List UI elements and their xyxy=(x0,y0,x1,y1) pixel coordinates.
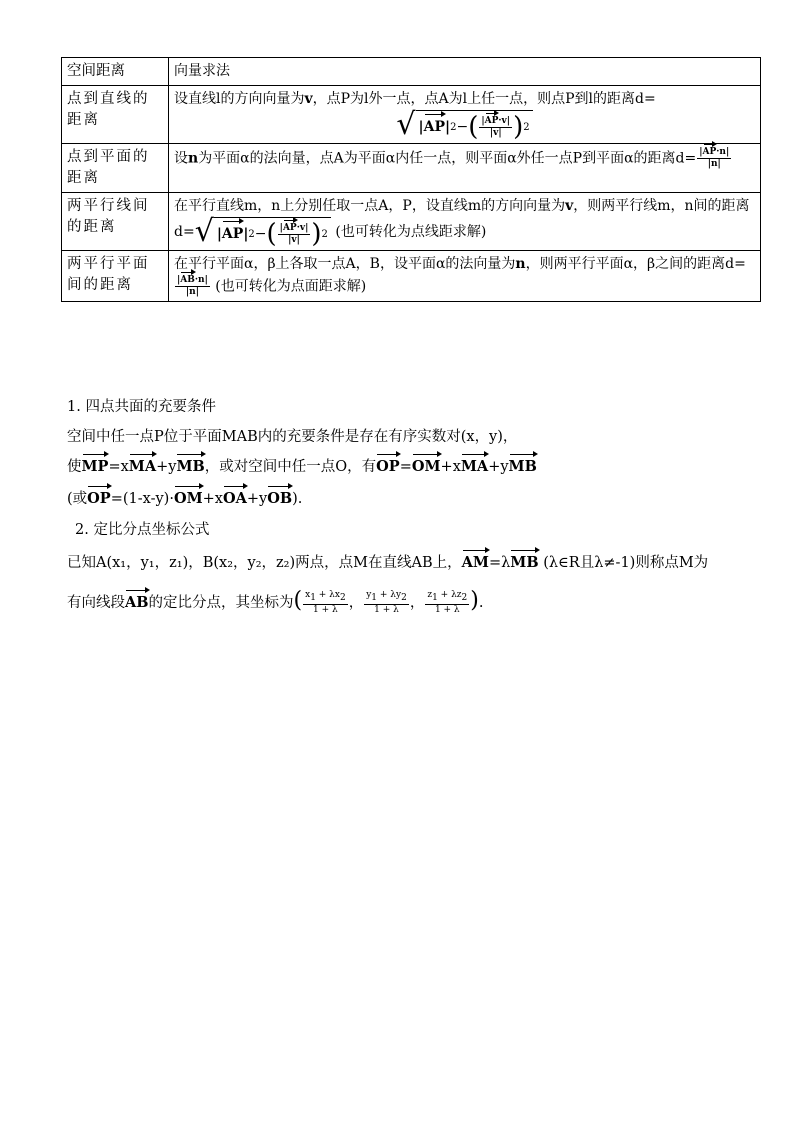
row-value: 设直线l的方向向量为v，点P为l外一点，点A为l上任一点，则点P到l的距离d= √ |AP| 2 − ( $\frac{|AP\cdot v|}{|v|}$ ) 2 xyxy=(169,86,761,144)
row-key: 两平行线间的距离 xyxy=(62,193,169,251)
table-row xyxy=(62,86,761,144)
table-row xyxy=(62,251,761,302)
row-value: 在平行直线m，n上分别任取一点A，P，设直线m的方向向量为v，则两平行线m，n间的距离d= √ |AP| 2 − ( $\frac{|AP\cdot v|}{|v|}$ ) 2 (也可转化为点线距求解) xyxy=(169,193,761,251)
table-row xyxy=(62,193,761,251)
table-header-row xyxy=(62,58,761,86)
row-value: 设n为平面α的法向量，点A为平面α内任一点，则平面α外任一点P到平面α的距离d= $\frac{|AP\cdot n|}{|n|}$ xyxy=(169,144,761,193)
row-key: 点到直线的距离 xyxy=(62,86,169,144)
section2-line1: 已知A(x₁，y₁，z₁)，B(x₂，y₂，z₂)两点，点M在直线AB上，AM=λMB (λ∈R且λ≠-1)则称点M为 xyxy=(67,554,709,571)
formula-parallel-lines: √ |AP| 2 − ( $\frac{|AP\cdot v|}{|v|}$ ) 2 xyxy=(195,217,331,247)
row-key: 两平行平面间的距离 xyxy=(62,251,169,302)
formula-parallel-planes: $\frac{|AB\cdot n|}{|n|}$ xyxy=(177,275,208,297)
table-row xyxy=(62,144,761,193)
formula-point-plane: $\frac{|AP\cdot n|}{|n|}$ xyxy=(699,147,730,169)
header-value: 向量求法 xyxy=(169,58,761,86)
header-key: 空间距离 xyxy=(62,58,169,86)
formula-point-line: √ |AP| 2 − ( $\frac{|AP\cdot v|}{|v|}$ ) 2 xyxy=(174,110,755,140)
distance-table xyxy=(61,57,761,302)
row-value: 在平行平面α，β上各取一点A，B，设平面α的法向量为n，则两平行平面α，β之间的距离d= $\frac{|AB\cdot n|}{|n|}$ (也可转化为点面距求解) xyxy=(169,251,761,302)
section1-line3: (或OP=(1-x-y)·OM+xOA+yOB). xyxy=(67,490,303,507)
section2-title: 2. 定比分点坐标公式 xyxy=(75,522,210,538)
row-key: 点到平面的距离 xyxy=(62,144,169,193)
section1-line2: 使MP=xMA+yMB，或对空间中任一点O，有OP=OM+xMA+yMB xyxy=(67,458,537,475)
section1-line1: 空间中任一点P位于平面MAB内的充要条件是存在有序实数对(x，y)， xyxy=(67,429,518,445)
section2-line2: 有向线段AB的定比分点，其坐标为( $\frac{x_1 + \lambda x_2}{1 + \lambda}$ ， $\frac{y_1 + \lambda y_2}{1 + \lambda}$ ， $\frac{z_1 + \lambda z_2}{1 + \lambda}$ ). xyxy=(67,588,484,615)
section1-title: 1. 四点共面的充要条件 xyxy=(67,399,216,415)
